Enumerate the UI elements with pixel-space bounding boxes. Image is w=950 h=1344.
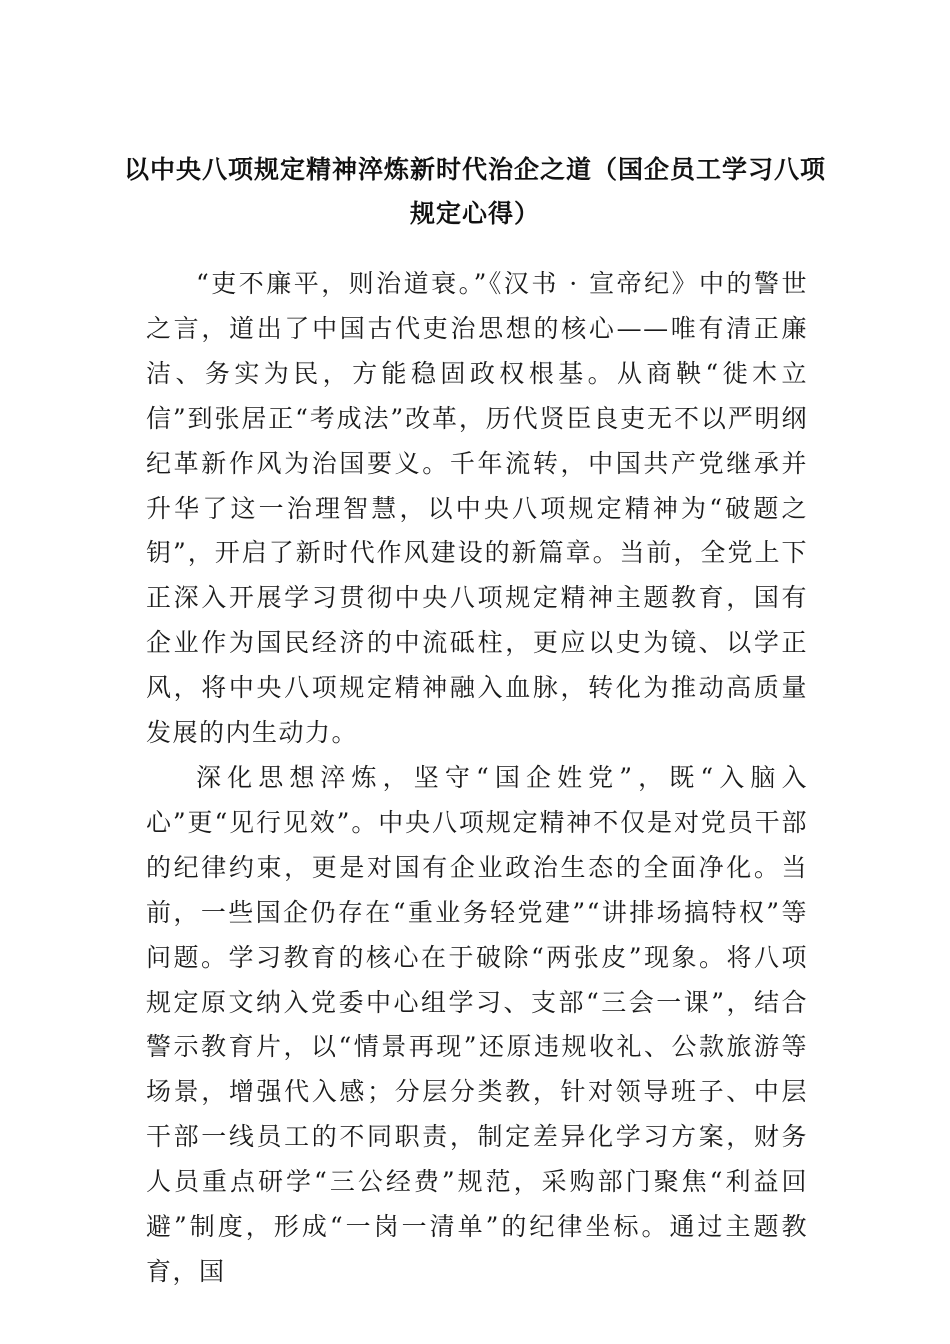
document-body xyxy=(146,262,808,1295)
paragraph-1: “吏不廉平，则治道衰。”《汉书 · 宣帝纪》中的警世之言，道出了中国古代吏治思想的核心——唯有清正廉洁、务实为民，方能稳固政权根基。从商鞅“徙木立信”到张居正“考成法”改革，历代贤臣良吏无不以严明纲纪革新作风为治国要义。千年流转，中国共产党继承并升华了这一治理智慧，以中央八项规定精神为“破题之钥”，开启了新时代作风建设的新篇章。当前，全党上下正深入开展学习贯彻中央八项规定精神主题教育，国有企业作为国民经济的中流砥柱，更应以史为镜、以学正风，将中央八项规定精神融入血脉，转化为推动高质量发展的内生动力。 xyxy=(146,269,808,748)
document-title: 以中央八项规定精神淬炼新时代治企之道（国企员工学习八项规定心得） xyxy=(123,155,826,228)
paragraph-2: 深化思想淬炼，坚守“国企姓党”，既“入脑入心”更“见行见效”。中央八项规定精神不仅是对党员干部的纪律约束，更是对国有企业政治生态的全面净化。当前，一些国企仍存在“重业务轻党建”“讲排场搞特权”等问题。学习教育的核心在于破除“两张皮”现象。将八项规定原文纳入党委中心组学习、支部“三会一课”，结合警示教育片，以“情景再现”还原违规收礼、公款旅游等场景，增强代入感；分层分类教，针对领导班子、中层干部一线员工的不同职责，制定差异化学习方案，财务人员重点研学“三公经费”规范，采购部门聚焦“利益回避”制度，形成“一岗一清单”的纪律坐标。通过主题教育，国 xyxy=(146,762,808,1286)
